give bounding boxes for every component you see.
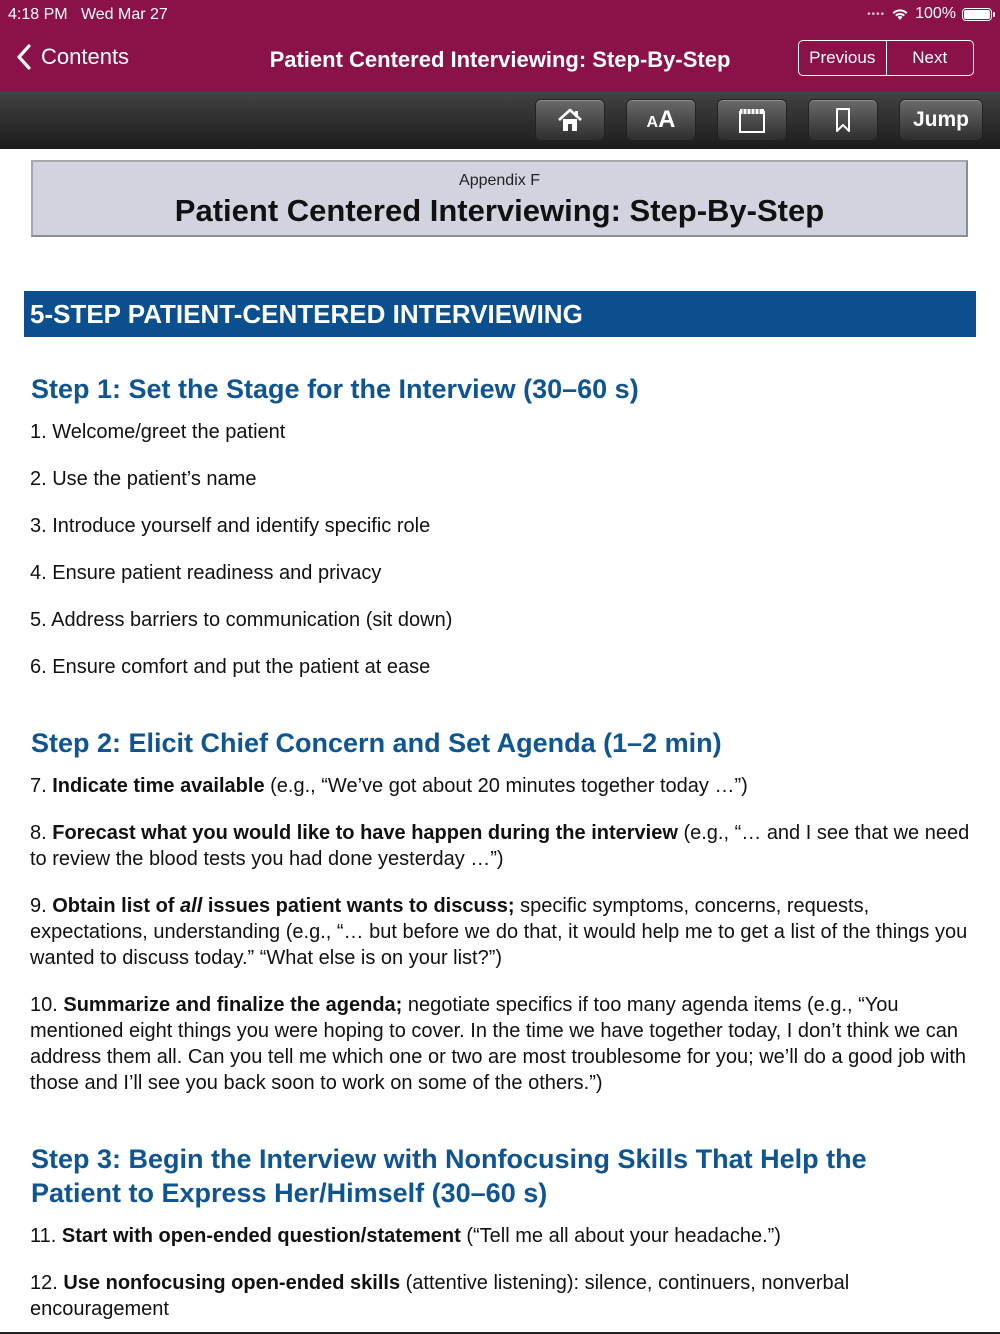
item-text: (e.g., “We’ve got about 20 minutes together today …”)	[264, 775, 748, 797]
next-button[interactable]: Next	[886, 41, 974, 75]
list-item	[30, 1223, 975, 1249]
jump-button[interactable]	[899, 99, 983, 141]
list-item	[30, 992, 975, 1096]
battery-percent: 100%	[915, 5, 956, 22]
item-bold: Forecast what you would like to have happen during the interview	[52, 822, 678, 844]
appendix-header	[31, 160, 968, 237]
list-item: 5. Address barriers to communication (sit down)	[30, 609, 453, 631]
status-clock: 4:18 PM	[8, 6, 68, 23]
item-number: 8.	[30, 822, 53, 844]
item-number: 11.	[30, 1225, 62, 1247]
chevron-left-icon	[16, 44, 32, 70]
wifi-icon	[891, 7, 909, 21]
font-size-icon	[647, 106, 676, 134]
status-right	[867, 5, 992, 23]
item-text: specific symptoms, concerns, requests, expectations, understanding (e.g., “… but before we do that, it would help me to get a list of the things you wanted to discuss today.” “What else is on your list?”)	[30, 895, 968, 969]
status-date: Wed Mar 27	[80, 6, 168, 23]
item-number: 10.	[30, 994, 64, 1016]
top-nav-bar	[0, 0, 1000, 92]
item-text: (attentive listening): silence, continuers, nonverbal encouragement	[30, 1272, 850, 1320]
home-icon	[556, 106, 584, 134]
item-bold: Start with open-ended question/statement	[61, 1225, 461, 1247]
status-time	[8, 6, 168, 24]
item-bold-italic: all	[180, 895, 203, 917]
font-size-button[interactable]	[626, 99, 696, 141]
item-text: negotiate specifics if too many agenda items (e.g., “You mentioned eight things you were hoping to cover. In the time we have together today, I don’t think we can address them all. Can you tell me which one or two are most troublesome for you; we’ll do a good job with those and I’ll see you back soon to work on some of the others.”)	[30, 994, 967, 1094]
list-item: 1. Welcome/greet the patient	[30, 421, 286, 443]
step3-heading-line2: Patient to Express Her/Himself (30–60 s)	[31, 1178, 548, 1208]
item-bold: Obtain list of	[52, 895, 181, 917]
item-number: 12.	[30, 1272, 64, 1294]
list-item: 4. Ensure patient readiness and privacy	[30, 562, 382, 584]
previous-button[interactable]: Previous	[809, 48, 876, 67]
cellular-dots-icon: ••••	[867, 8, 886, 20]
item-text: (e.g., “… and I see that we need to review the blood tests you had done yesterday …”)	[30, 822, 970, 870]
item-number: 9.	[30, 895, 53, 917]
item-text: (“Tell me all about your headache.”)	[460, 1225, 781, 1247]
home-button[interactable]	[535, 99, 605, 141]
back-label: Contents	[41, 44, 130, 69]
list-item	[30, 1270, 975, 1322]
toolbar	[0, 92, 1000, 149]
nav-title: Patient Centered Interviewing: Step-By-Step	[269, 47, 731, 72]
back-button[interactable]	[16, 44, 129, 70]
bookmark-icon	[833, 106, 853, 134]
battery-icon	[962, 8, 992, 21]
notepad-icon	[737, 106, 767, 134]
item-bold: issues patient wants to discuss;	[202, 895, 515, 917]
item-bold: Use nonfocusing open-ended skills	[63, 1272, 401, 1294]
list-item	[30, 893, 975, 971]
step3-heading-line1: Step 3: Begin the Interview with Nonfocusing Skills That Help the	[31, 1144, 867, 1174]
step3-heading	[31, 1142, 867, 1210]
list-item: 6. Ensure comfort and put the patient at ease	[30, 656, 431, 678]
status-bar	[0, 4, 1000, 26]
item-number: 7.	[30, 775, 53, 797]
item-bold: Summarize and finalize the agenda;	[63, 994, 403, 1016]
bookmark-button[interactable]	[808, 99, 878, 141]
font-size-label: AA	[646, 106, 676, 133]
list-item: 3. Introduce yourself and identify specific role	[30, 515, 431, 537]
prev-next-control	[798, 40, 974, 76]
appendix-label: Appendix F	[459, 172, 540, 189]
appendix-title: Patient Centered Interviewing: Step-By-Step	[174, 193, 825, 228]
list-item: 2. Use the patient’s name	[30, 468, 257, 490]
jump-label: Jump	[912, 108, 969, 131]
section-banner: 5-STEP PATIENT-CENTERED INTERVIEWING	[24, 291, 976, 337]
step1-heading: Step 1: Set the Stage for the Interview (30–60 s)	[31, 374, 639, 404]
item-bold: Indicate time available	[52, 775, 265, 797]
list-item	[30, 773, 975, 799]
notes-button[interactable]	[717, 99, 787, 141]
list-item	[30, 820, 975, 872]
step2-heading: Step 2: Elicit Chief Concern and Set Agenda (1–2 min)	[31, 728, 722, 758]
